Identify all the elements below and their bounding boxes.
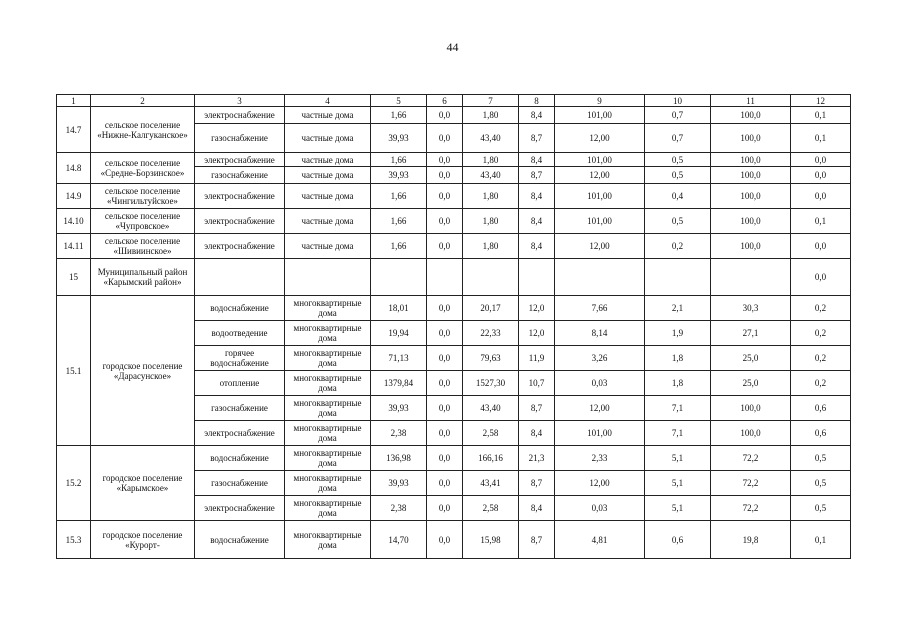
cell-col-9: 12,00 (555, 471, 645, 496)
cell-col-7: 1,80 (463, 184, 519, 209)
cell-col-9: 4,81 (555, 521, 645, 559)
cell-col-11: 72,2 (711, 446, 791, 471)
cell-col-8: 8,7 (519, 396, 555, 421)
cell-col-5: 1379,84 (371, 371, 427, 396)
cell-col-4: многоквартирные дома (285, 321, 371, 346)
cell-col-6: 0,0 (427, 153, 463, 167)
cell-col-11: 100,0 (711, 396, 791, 421)
cell-col-2: сельское поселение «Чингильтуйское» (91, 184, 195, 209)
cell-col-8: 10,7 (519, 371, 555, 396)
cell-col-2: сельское поселение «Чупровское» (91, 209, 195, 234)
cell-col-9: 0,03 (555, 496, 645, 521)
cell-col-8: 12,0 (519, 296, 555, 321)
cell-col-4: частные дома (285, 234, 371, 259)
cell-col-5: 1,66 (371, 234, 427, 259)
cell-col-2: Муниципальный район «Карымский район» (91, 259, 195, 296)
cell-col-10: 1,9 (645, 321, 711, 346)
cell-col-11: 27,1 (711, 321, 791, 346)
cell-col-8: 8,7 (519, 167, 555, 184)
cell-col-11: 25,0 (711, 346, 791, 371)
cell-col-8: 8,4 (519, 234, 555, 259)
cell-col-7: 43,40 (463, 396, 519, 421)
cell-col-5 (371, 259, 427, 296)
cell-col-5: 14,70 (371, 521, 427, 559)
cell-col-10: 0,5 (645, 153, 711, 167)
cell-col-6: 0,0 (427, 396, 463, 421)
cell-col-11: 100,0 (711, 421, 791, 446)
cell-col-5: 136,98 (371, 446, 427, 471)
cell-col-10: 0,6 (645, 521, 711, 559)
cell-col-7: 43,40 (463, 124, 519, 153)
cell-col-8: 8,4 (519, 184, 555, 209)
cell-col-11: 72,2 (711, 496, 791, 521)
cell-col-11: 72,2 (711, 471, 791, 496)
table-row (57, 296, 851, 321)
header-cell: 10 (645, 95, 711, 107)
header-cell: 8 (519, 95, 555, 107)
table-row (57, 259, 851, 296)
cell-col-10 (645, 259, 711, 296)
cell-col-9 (555, 259, 645, 296)
cell-col-12: 0,5 (791, 496, 851, 521)
cell-col-12: 0,1 (791, 521, 851, 559)
cell-col-11: 30,3 (711, 296, 791, 321)
cell-col-7: 20,17 (463, 296, 519, 321)
cell-col-8: 11,9 (519, 346, 555, 371)
cell-col-3: газоснабжение (195, 471, 285, 496)
cell-col-11: 100,0 (711, 167, 791, 184)
cell-col-11: 100,0 (711, 124, 791, 153)
cell-col-1: 14.10 (57, 209, 91, 234)
cell-col-3: электроснабжение (195, 153, 285, 167)
cell-col-9: 101,00 (555, 107, 645, 124)
cell-col-11: 100,0 (711, 107, 791, 124)
cell-col-3: водоотведение (195, 321, 285, 346)
header-cell: 9 (555, 95, 645, 107)
cell-col-8: 8,7 (519, 471, 555, 496)
table-row (57, 184, 851, 209)
cell-col-4: частные дома (285, 167, 371, 184)
cell-col-3: водоснабжение (195, 521, 285, 559)
cell-col-9: 3,26 (555, 346, 645, 371)
cell-col-7: 1527,30 (463, 371, 519, 396)
table-row (57, 107, 851, 124)
cell-col-7: 1,80 (463, 153, 519, 167)
cell-col-3: электроснабжение (195, 234, 285, 259)
cell-col-7: 15,98 (463, 521, 519, 559)
cell-col-9: 12,00 (555, 396, 645, 421)
cell-col-4: частные дома (285, 107, 371, 124)
cell-col-9: 0,03 (555, 371, 645, 396)
cell-col-9: 12,00 (555, 234, 645, 259)
table-row (57, 209, 851, 234)
cell-col-7: 79,63 (463, 346, 519, 371)
cell-col-6: 0,0 (427, 321, 463, 346)
cell-col-5: 1,66 (371, 184, 427, 209)
cell-col-12: 0,0 (791, 234, 851, 259)
header-cell: 2 (91, 95, 195, 107)
cell-col-5: 1,66 (371, 107, 427, 124)
cell-col-7: 1,80 (463, 107, 519, 124)
header-cell: 5 (371, 95, 427, 107)
cell-col-11: 100,0 (711, 153, 791, 167)
cell-col-4: частные дома (285, 209, 371, 234)
cell-col-1: 14.8 (57, 153, 91, 184)
cell-col-6: 0,0 (427, 421, 463, 446)
header-cell: 11 (711, 95, 791, 107)
cell-col-6 (427, 259, 463, 296)
cell-col-7 (463, 259, 519, 296)
cell-col-5: 2,38 (371, 421, 427, 446)
cell-col-12: 0,0 (791, 167, 851, 184)
cell-col-1: 14.9 (57, 184, 91, 209)
cell-col-4: многоквартирные дома (285, 396, 371, 421)
cell-col-6: 0,0 (427, 107, 463, 124)
tariff-table (56, 94, 851, 559)
cell-col-6: 0,0 (427, 167, 463, 184)
cell-col-8: 8,4 (519, 209, 555, 234)
cell-col-12: 0,1 (791, 209, 851, 234)
cell-col-1: 15.3 (57, 521, 91, 559)
cell-col-9: 8,14 (555, 321, 645, 346)
cell-col-8: 8,4 (519, 421, 555, 446)
cell-col-10: 5,1 (645, 446, 711, 471)
cell-col-8: 8,7 (519, 124, 555, 153)
cell-col-10: 0,4 (645, 184, 711, 209)
cell-col-10: 5,1 (645, 471, 711, 496)
cell-col-4 (285, 259, 371, 296)
table-row (57, 153, 851, 167)
header-cell: 4 (285, 95, 371, 107)
cell-col-12: 0,1 (791, 107, 851, 124)
cell-col-2: городское поселение «Карымское» (91, 446, 195, 521)
cell-col-4: частные дома (285, 184, 371, 209)
cell-col-3: водоснабжение (195, 296, 285, 321)
cell-col-11 (711, 259, 791, 296)
cell-col-9: 7,66 (555, 296, 645, 321)
cell-col-4: многоквартирные дома (285, 371, 371, 396)
cell-col-6: 0,0 (427, 446, 463, 471)
cell-col-1: 14.11 (57, 234, 91, 259)
header-cell: 6 (427, 95, 463, 107)
cell-col-5: 1,66 (371, 153, 427, 167)
cell-col-8: 12,0 (519, 321, 555, 346)
table-row (57, 446, 851, 471)
cell-col-4: частные дома (285, 124, 371, 153)
cell-col-11: 19,8 (711, 521, 791, 559)
cell-col-4: многоквартирные дома (285, 346, 371, 371)
cell-col-7: 2,58 (463, 421, 519, 446)
cell-col-5: 39,93 (371, 396, 427, 421)
header-cell: 12 (791, 95, 851, 107)
cell-col-7: 22,33 (463, 321, 519, 346)
cell-col-5: 39,93 (371, 124, 427, 153)
cell-col-12: 0,2 (791, 346, 851, 371)
cell-col-10: 5,1 (645, 496, 711, 521)
cell-col-10: 0,2 (645, 234, 711, 259)
page-number: 44 (446, 40, 459, 54)
cell-col-6: 0,0 (427, 521, 463, 559)
cell-col-11: 25,0 (711, 371, 791, 396)
cell-col-6: 0,0 (427, 496, 463, 521)
cell-col-12: 0,6 (791, 421, 851, 446)
cell-col-4: многоквартирные дома (285, 496, 371, 521)
cell-col-3: электроснабжение (195, 107, 285, 124)
cell-col-6: 0,0 (427, 184, 463, 209)
cell-col-4: многоквартирные дома (285, 521, 371, 559)
cell-col-1: 14.7 (57, 107, 91, 153)
cell-col-12: 0,0 (791, 259, 851, 296)
cell-col-2: городское поселение «Курорт- (91, 521, 195, 559)
cell-col-7: 43,40 (463, 167, 519, 184)
cell-col-9: 101,00 (555, 209, 645, 234)
cell-col-3: газоснабжение (195, 396, 285, 421)
header-cell: 3 (195, 95, 285, 107)
cell-col-6: 0,0 (427, 124, 463, 153)
cell-col-7: 1,80 (463, 209, 519, 234)
cell-col-12: 0,1 (791, 124, 851, 153)
table-row (57, 234, 851, 259)
cell-col-3: электроснабжение (195, 496, 285, 521)
cell-col-5: 71,13 (371, 346, 427, 371)
cell-col-10: 0,5 (645, 167, 711, 184)
cell-col-1: 15.1 (57, 296, 91, 446)
cell-col-12: 0,6 (791, 396, 851, 421)
cell-col-12: 0,5 (791, 446, 851, 471)
cell-col-3: электроснабжение (195, 184, 285, 209)
cell-col-6: 0,0 (427, 471, 463, 496)
cell-col-8: 8,4 (519, 153, 555, 167)
header-cell: 1 (57, 95, 91, 107)
cell-col-8 (519, 259, 555, 296)
cell-col-7: 166,16 (463, 446, 519, 471)
cell-col-9: 101,00 (555, 153, 645, 167)
cell-col-7: 2,58 (463, 496, 519, 521)
cell-col-6: 0,0 (427, 234, 463, 259)
cell-col-4: многоквартирные дома (285, 446, 371, 471)
cell-col-5: 2,38 (371, 496, 427, 521)
cell-col-1: 15 (57, 259, 91, 296)
cell-col-10: 0,5 (645, 209, 711, 234)
cell-col-8: 8,4 (519, 496, 555, 521)
cell-col-10: 0,7 (645, 124, 711, 153)
cell-col-2: сельское поселение «Средне-Борзинское» (91, 153, 195, 184)
cell-col-6: 0,0 (427, 371, 463, 396)
cell-col-3: электроснабжение (195, 421, 285, 446)
cell-col-4: многоквартирные дома (285, 296, 371, 321)
cell-col-6: 0,0 (427, 296, 463, 321)
cell-col-6: 0,0 (427, 209, 463, 234)
cell-col-10: 0,7 (645, 107, 711, 124)
cell-col-4: многоквартирные дома (285, 421, 371, 446)
cell-col-11: 100,0 (711, 184, 791, 209)
cell-col-9: 12,00 (555, 124, 645, 153)
header-cell: 7 (463, 95, 519, 107)
cell-col-2: сельское поселение «Шивиинское» (91, 234, 195, 259)
cell-col-5: 39,93 (371, 471, 427, 496)
cell-col-12: 0,0 (791, 153, 851, 167)
cell-col-10: 1,8 (645, 371, 711, 396)
cell-col-3: газоснабжение (195, 167, 285, 184)
cell-col-3: электроснабжение (195, 209, 285, 234)
cell-col-3: водоснабжение (195, 446, 285, 471)
cell-col-7: 43,41 (463, 471, 519, 496)
cell-col-10: 7,1 (645, 421, 711, 446)
cell-col-3: газоснабжение (195, 124, 285, 153)
cell-col-9: 12,00 (555, 167, 645, 184)
cell-col-12: 0,2 (791, 371, 851, 396)
cell-col-7: 1,80 (463, 234, 519, 259)
cell-col-6: 0,0 (427, 346, 463, 371)
table-row (57, 521, 851, 559)
cell-col-12: 0,0 (791, 184, 851, 209)
cell-col-8: 8,7 (519, 521, 555, 559)
cell-col-11: 100,0 (711, 209, 791, 234)
cell-col-5: 39,93 (371, 167, 427, 184)
cell-col-12: 0,5 (791, 471, 851, 496)
cell-col-8: 8,4 (519, 107, 555, 124)
cell-col-12: 0,2 (791, 296, 851, 321)
cell-col-9: 101,00 (555, 184, 645, 209)
cell-col-1: 15.2 (57, 446, 91, 521)
cell-col-5: 19,94 (371, 321, 427, 346)
header-row (57, 95, 851, 107)
cell-col-2: сельское поселение «Нижне-Калгуканское» (91, 107, 195, 153)
cell-col-4: многоквартирные дома (285, 471, 371, 496)
cell-col-10: 7,1 (645, 396, 711, 421)
cell-col-3 (195, 259, 285, 296)
cell-col-5: 18,01 (371, 296, 427, 321)
cell-col-9: 2,33 (555, 446, 645, 471)
cell-col-12: 0,2 (791, 321, 851, 346)
cell-col-9: 101,00 (555, 421, 645, 446)
cell-col-3: отопление (195, 371, 285, 396)
cell-col-3: горячее водоснабжение (195, 346, 285, 371)
cell-col-4: частные дома (285, 153, 371, 167)
cell-col-11: 100,0 (711, 234, 791, 259)
cell-col-2: городское поселение «Дарасунское» (91, 296, 195, 446)
cell-col-10: 1,8 (645, 346, 711, 371)
cell-col-5: 1,66 (371, 209, 427, 234)
cell-col-8: 21,3 (519, 446, 555, 471)
cell-col-10: 2,1 (645, 296, 711, 321)
